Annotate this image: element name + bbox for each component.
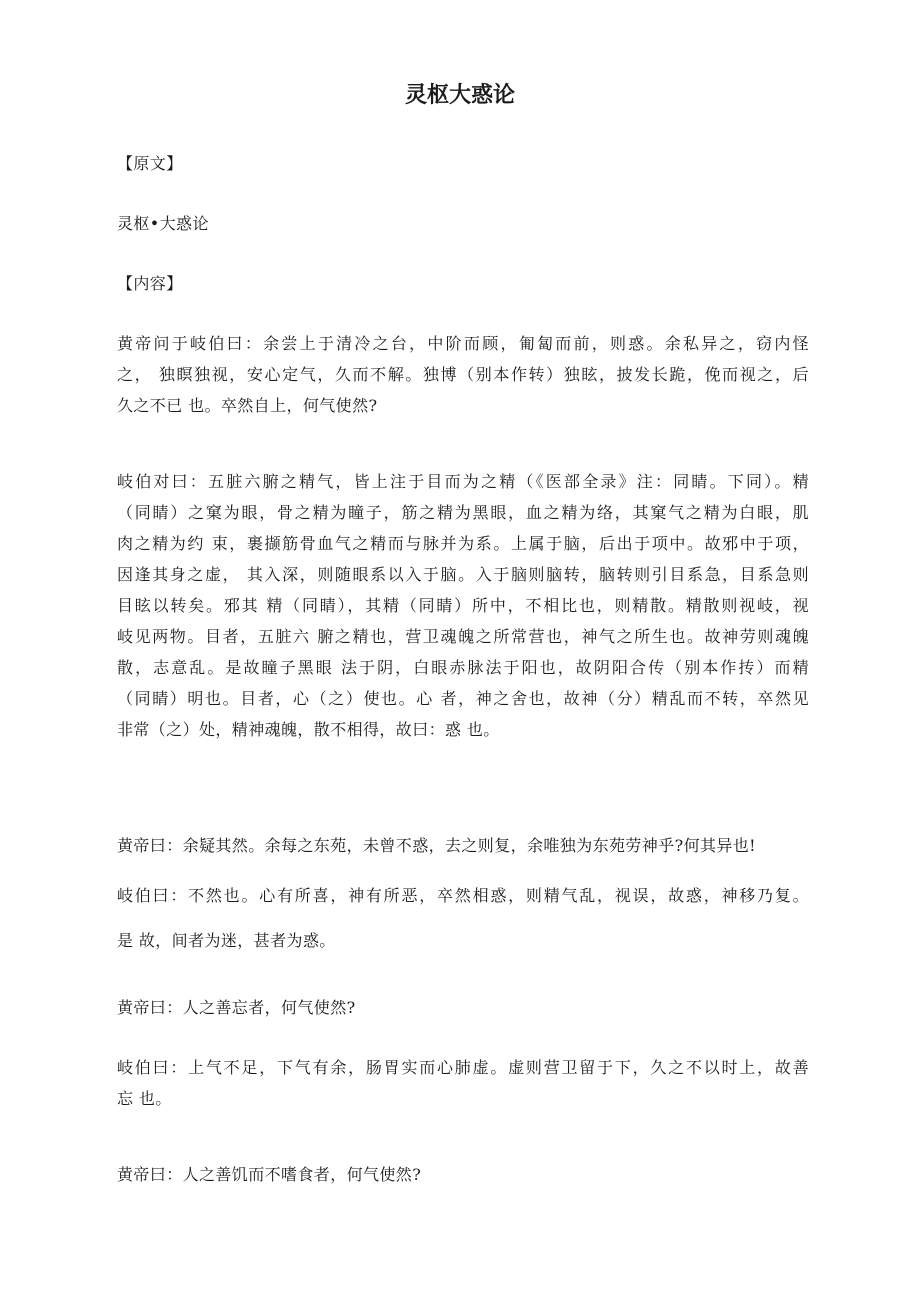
section-heading-content xyxy=(117,268,809,299)
paragraph-qibo-answer-3 xyxy=(117,1052,809,1114)
text-line: （同睛）之窠为眼，骨之精为瞳子，筋之精为黑眼，血之精为络，其窠气之精为白眼，肌 xyxy=(117,503,809,522)
source-reference xyxy=(117,208,809,239)
text-line: 岐伯对曰：五脏六腑之精气，皆上注于目而为之精（《医部全录》注：同睛。下同）。精 xyxy=(117,472,809,491)
paragraph-qibo-answer-1 xyxy=(117,466,809,745)
text-line: 散，志意乱。是故瞳子黑眼 法于阴，白眼赤脉法于阳也，故阴阳合传（别本作抟）而精 xyxy=(117,658,809,677)
paragraph-huangdi-question-4 xyxy=(117,1159,809,1190)
paragraph-huangdi-question-1 xyxy=(117,328,809,421)
paragraph-qibo-answer-2 xyxy=(117,880,809,956)
paragraph-huangdi-question-3 xyxy=(117,992,809,1023)
text-line: 久之不已 也。卒然自上，何气使然? xyxy=(117,396,378,415)
text-line: 岐伯曰：上气不足，下气有余，肠胃实而心肺虚。虚则营卫留于下，久之不以时上，故善 xyxy=(117,1058,809,1077)
text-line: 岐伯曰：不然也。心有所喜，神有所恶，卒然相惑，则精气乱，视误，故惑，神移乃复。 xyxy=(117,886,809,905)
text-line: 灵枢•大惑论 xyxy=(117,214,209,233)
text-line: （同睛）明也。目者，心（之）使也。心 者，神之舍也，故神（分）精乱而不转，卒然见 xyxy=(117,689,809,708)
text-line: 【原文】 xyxy=(117,154,183,173)
text-line: 黄帝曰：人之善忘者，何气使然? xyxy=(117,998,356,1017)
text-line: 之， 独瞑独视，安心定气，久而不解。独博（别本作转）独眩，披发长跪，俛而视之，后 xyxy=(117,365,809,384)
text-line: 黄帝问于岐伯曰：余尝上于清冷之台，中阶而顾，匍匐而前，则惑。余私异之，窃内怪 xyxy=(117,334,809,353)
text-line: 黄帝曰：人之善饥而不嗜食者，何气使然? xyxy=(117,1165,422,1184)
text-line: 忘 也。 xyxy=(117,1089,172,1108)
text-line: 因逢其身之虚， 其入深，则随眼系以入于脑。入于脑则脑转，脑转则引目系急，目系急则 xyxy=(117,565,809,584)
text-line: 【内容】 xyxy=(117,274,183,293)
document-title: 灵枢大惑论 xyxy=(404,83,515,108)
text-line: 肉之精为约 束，裹撷筋骨血气之精而与脉并为系。上属于脑，后出于项中。故邪中于项， xyxy=(117,534,809,553)
paragraph-huangdi-question-2 xyxy=(117,830,809,861)
text-line: 岐见两物。目者，五脏六 腑之精也，营卫魂魄之所常营也，神气之所生也。故神劳则魂魄 xyxy=(117,627,809,646)
text-line: 黄帝曰：余疑其然。余每之东苑，未曾不惑，去之则复，余唯独为东苑劳神乎?何其异也! xyxy=(117,836,757,855)
text-line: 非常（之）处，精神魂魄，散不相得，故曰：惑 也。 xyxy=(117,720,500,739)
text-line: 目眩以转矣。邪其 精（同睛），其精（同睛）所中，不相比也，则精散。精散则视岐，视 xyxy=(117,596,809,615)
text-line: 是 故，间者为迷，甚者为惑。 xyxy=(117,931,336,950)
section-heading-original-text xyxy=(117,148,809,179)
